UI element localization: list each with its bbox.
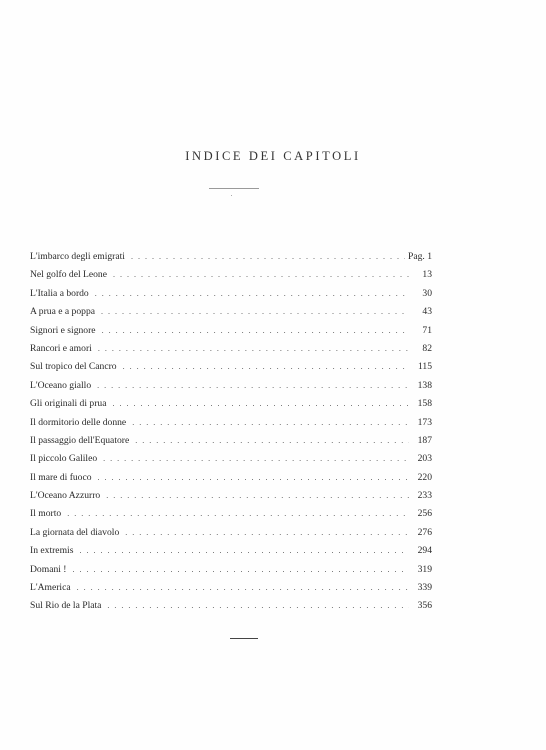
toc-entry-page: 339: [417, 582, 432, 594]
toc-entry: [30, 288, 432, 306]
toc-dot-leader: [101, 307, 409, 316]
toc-dot-leader: [79, 546, 409, 555]
title-ornament: [231, 195, 232, 196]
title-divider: [209, 188, 259, 189]
toc-dot-leader: [107, 601, 409, 610]
toc-dot-leader: [77, 583, 409, 592]
toc-entry-title: L'America: [30, 582, 71, 594]
toc-entry: [30, 325, 432, 343]
toc-dot-leader: [106, 491, 409, 500]
toc-entry-page: 115: [417, 361, 432, 373]
toc-entry-page: 138: [417, 379, 432, 391]
toc-entry-page: 294: [417, 545, 432, 557]
toc-entry-title: L'imbarco degli emigrati: [30, 251, 125, 262]
toc-entry: [30, 564, 432, 582]
toc-entry-title: Gli originali di prua: [30, 398, 107, 410]
toc-entry-title: In extremis: [30, 545, 74, 557]
toc-entry-page: 233: [417, 490, 432, 502]
toc-entry-title: Il dormitorio delle donne: [30, 416, 127, 428]
toc-entry: [30, 269, 432, 287]
toc-entry-title: A prua e a poppa: [30, 306, 96, 318]
toc-entry: [30, 472, 432, 490]
toc-dot-leader: [95, 289, 409, 298]
toc-entry-title: Domani !: [30, 563, 67, 575]
toc-entry-page: 276: [417, 526, 432, 538]
toc-entry-page: 319: [417, 563, 432, 575]
toc-entry: [30, 343, 432, 361]
toc-dot-leader: [125, 528, 409, 537]
toc-entry-title: Sul Rio de la Plata: [30, 600, 102, 612]
toc-entry-page: 43: [422, 306, 432, 318]
toc-entry-page: 82: [422, 342, 432, 354]
toc-dot-leader: [98, 344, 409, 353]
toc-dot-leader: [135, 436, 409, 445]
toc-entry: [30, 417, 432, 435]
toc-entry-page: 173: [417, 416, 432, 428]
page-title: INDICE DEI CAPITOLI: [185, 149, 361, 163]
toc-dot-leader: [112, 399, 409, 408]
toc-entry-page: 71: [422, 324, 432, 336]
toc-entry-title: L'Italia a bordo: [30, 287, 89, 299]
toc-entry: [30, 600, 432, 618]
toc-entry: [30, 545, 432, 563]
end-divider: [230, 638, 258, 639]
toc-dot-leader: [132, 418, 409, 427]
toc-entry-title: Nel golfo del Leone: [30, 269, 107, 281]
toc-dot-leader: [102, 326, 409, 335]
toc-entry: [30, 508, 432, 526]
toc-entry-title: Rancori e amori: [30, 342, 92, 354]
toc-dot-leader: [103, 454, 409, 463]
toc-entry: [30, 490, 432, 508]
toc-dot-leader: [123, 362, 409, 371]
toc-dot-leader: [97, 381, 409, 390]
toc-dot-leader: [98, 473, 409, 482]
toc-entry: [30, 453, 432, 471]
toc-entry: [30, 361, 432, 379]
toc-entry-title: La giornata del diavolo: [30, 526, 120, 538]
toc-entry-page: 220: [417, 471, 432, 483]
toc-dot-leader: [131, 252, 405, 261]
toc-entry: [30, 527, 432, 545]
toc-entry-title: L'Oceano giallo: [30, 379, 92, 391]
toc-dot-leader: [67, 509, 409, 518]
toc-entry: [30, 582, 432, 600]
toc-entry-page: 356: [417, 600, 432, 612]
table-of-contents: [30, 251, 432, 619]
toc-entry: [30, 306, 432, 324]
toc-entry: [30, 398, 432, 416]
toc-entry-page: 158: [417, 398, 432, 410]
toc-entry: [30, 251, 432, 269]
toc-entry-title: Il passaggio dell'Equatore: [30, 434, 130, 446]
toc-entry-title: Il piccolo Galileo: [30, 453, 98, 465]
toc-entry-title: Il morto: [30, 508, 62, 520]
toc-dot-leader: [113, 270, 409, 279]
toc-entry-page: 203: [417, 453, 432, 465]
toc-entry-page: 256: [417, 508, 432, 520]
toc-entry: [30, 380, 432, 398]
toc-entry-title: Signori e signore: [30, 324, 96, 336]
toc-entry-title: Sul tropico del Cancro: [30, 361, 117, 373]
toc-entry: [30, 435, 432, 453]
toc-entry-title: L'Oceano Azzurro: [30, 490, 101, 502]
toc-entry-page: 13: [422, 269, 432, 281]
toc-dot-leader: [73, 565, 409, 574]
toc-entry-page: 187: [417, 434, 432, 446]
toc-entry-page: Pag. 1: [408, 251, 432, 262]
toc-entry-page: 30: [422, 287, 432, 299]
toc-entry-title: Il mare di fuoco: [30, 471, 92, 483]
